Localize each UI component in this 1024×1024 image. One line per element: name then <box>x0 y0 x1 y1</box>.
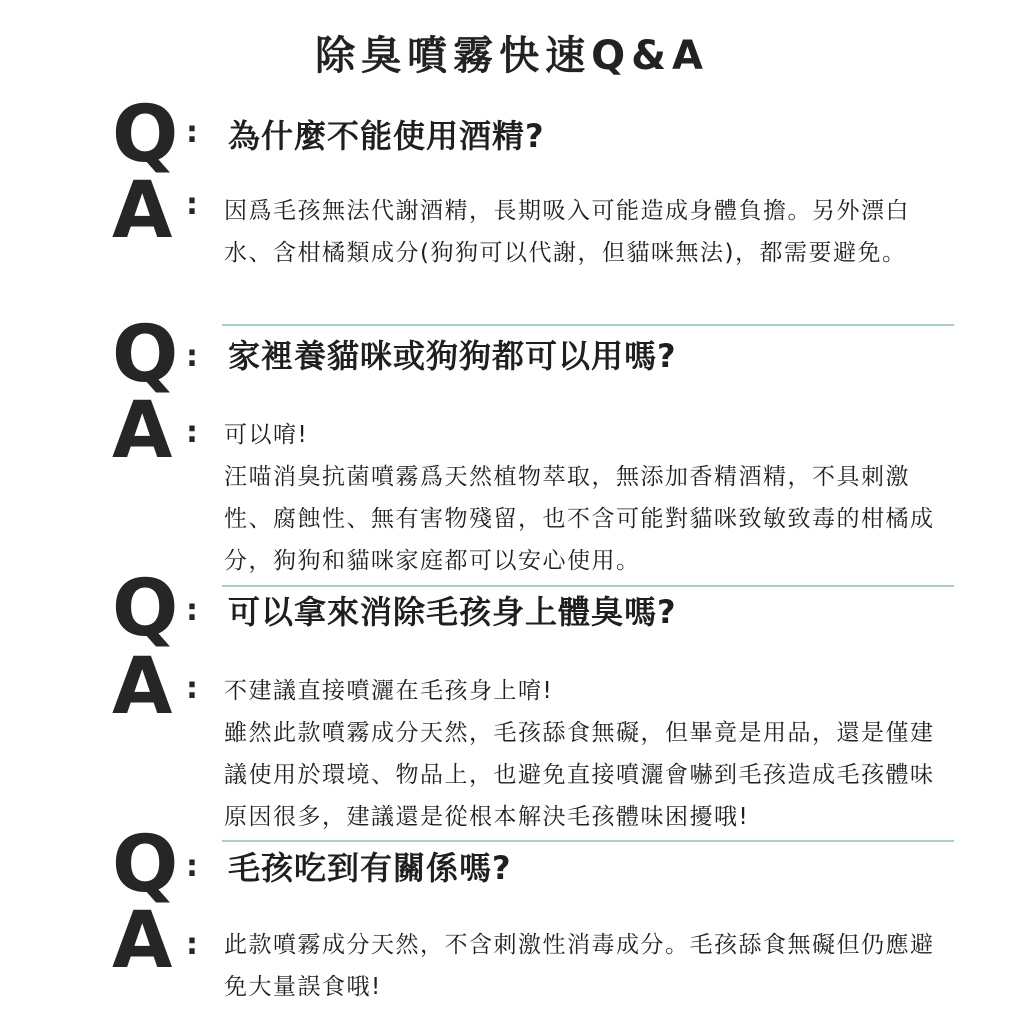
question-text <box>224 336 681 376</box>
page-title: 除臭噴霧快速Q&A <box>315 33 709 79</box>
q-letter: Q <box>112 820 179 910</box>
a-colon: : <box>186 415 198 450</box>
a-letter: A <box>112 642 173 732</box>
answer-paragraph: 雖然此款噴霧成分天然，毛孩舔食無礙，但畢竟是用品，還是僅建議使用於環境、物品上，也避免直接噴灑會嚇到毛孩造成毛孩體味原因很多，建議還是從根本解決毛孩體味困擾哦! <box>224 720 935 830</box>
answer-text <box>224 414 956 582</box>
question-highlight: 家裡養貓咪或狗狗都可以用嗎? <box>224 336 681 376</box>
a-colon: : <box>186 187 198 222</box>
q-letter: Q <box>112 90 179 180</box>
question-highlight: 毛孩吃到有關係嗎? <box>224 848 516 888</box>
a-letter: A <box>112 386 173 476</box>
answer-paragraph: 汪喵消臭抗菌噴霧爲天然植物萃取，無添加香精酒精，不具刺激性、腐蝕性、無有害物殘留，也不含可能對貓咪致敏致毒的柑橘成分，狗狗和貓咪家庭都可以安心使用。 <box>224 464 935 574</box>
a-letter: A <box>112 166 173 256</box>
q-colon: : <box>186 593 198 628</box>
divider <box>222 585 954 587</box>
q-colon: : <box>186 115 198 150</box>
answer-text <box>224 924 956 1008</box>
a-letter: A <box>112 896 173 986</box>
divider <box>222 840 954 842</box>
question-highlight: 可以拿來消除毛孩身上體臭嗎? <box>224 592 681 632</box>
question-text <box>224 848 516 888</box>
answer-paragraph: 可以唷! <box>224 422 309 448</box>
answer-text <box>224 190 956 274</box>
a-colon: : <box>186 671 198 706</box>
answer-paragraph: 不建議直接噴灑在毛孩身上唷! <box>224 678 554 704</box>
divider <box>222 324 954 326</box>
q-colon: : <box>186 339 198 374</box>
question-text <box>224 116 549 156</box>
answer-paragraph: 因爲毛孩無法代謝酒精，長期吸入可能造成身體負擔。另外漂白水、含柑橘類成分(狗狗可以代謝，但貓咪無法)，都需要避免。 <box>224 198 910 266</box>
answer-text <box>224 670 956 838</box>
q-letter: Q <box>112 564 179 654</box>
answer-paragraph: 此款噴霧成分天然，不含刺激性消毒成分。毛孩舔食無礙但仍應避免大量誤食哦! <box>224 932 935 1000</box>
q-letter: Q <box>112 310 179 400</box>
a-colon: : <box>186 927 198 962</box>
question-text <box>224 592 681 632</box>
question-highlight: 為什麼不能使用酒精? <box>224 116 549 156</box>
q-colon: : <box>186 849 198 884</box>
